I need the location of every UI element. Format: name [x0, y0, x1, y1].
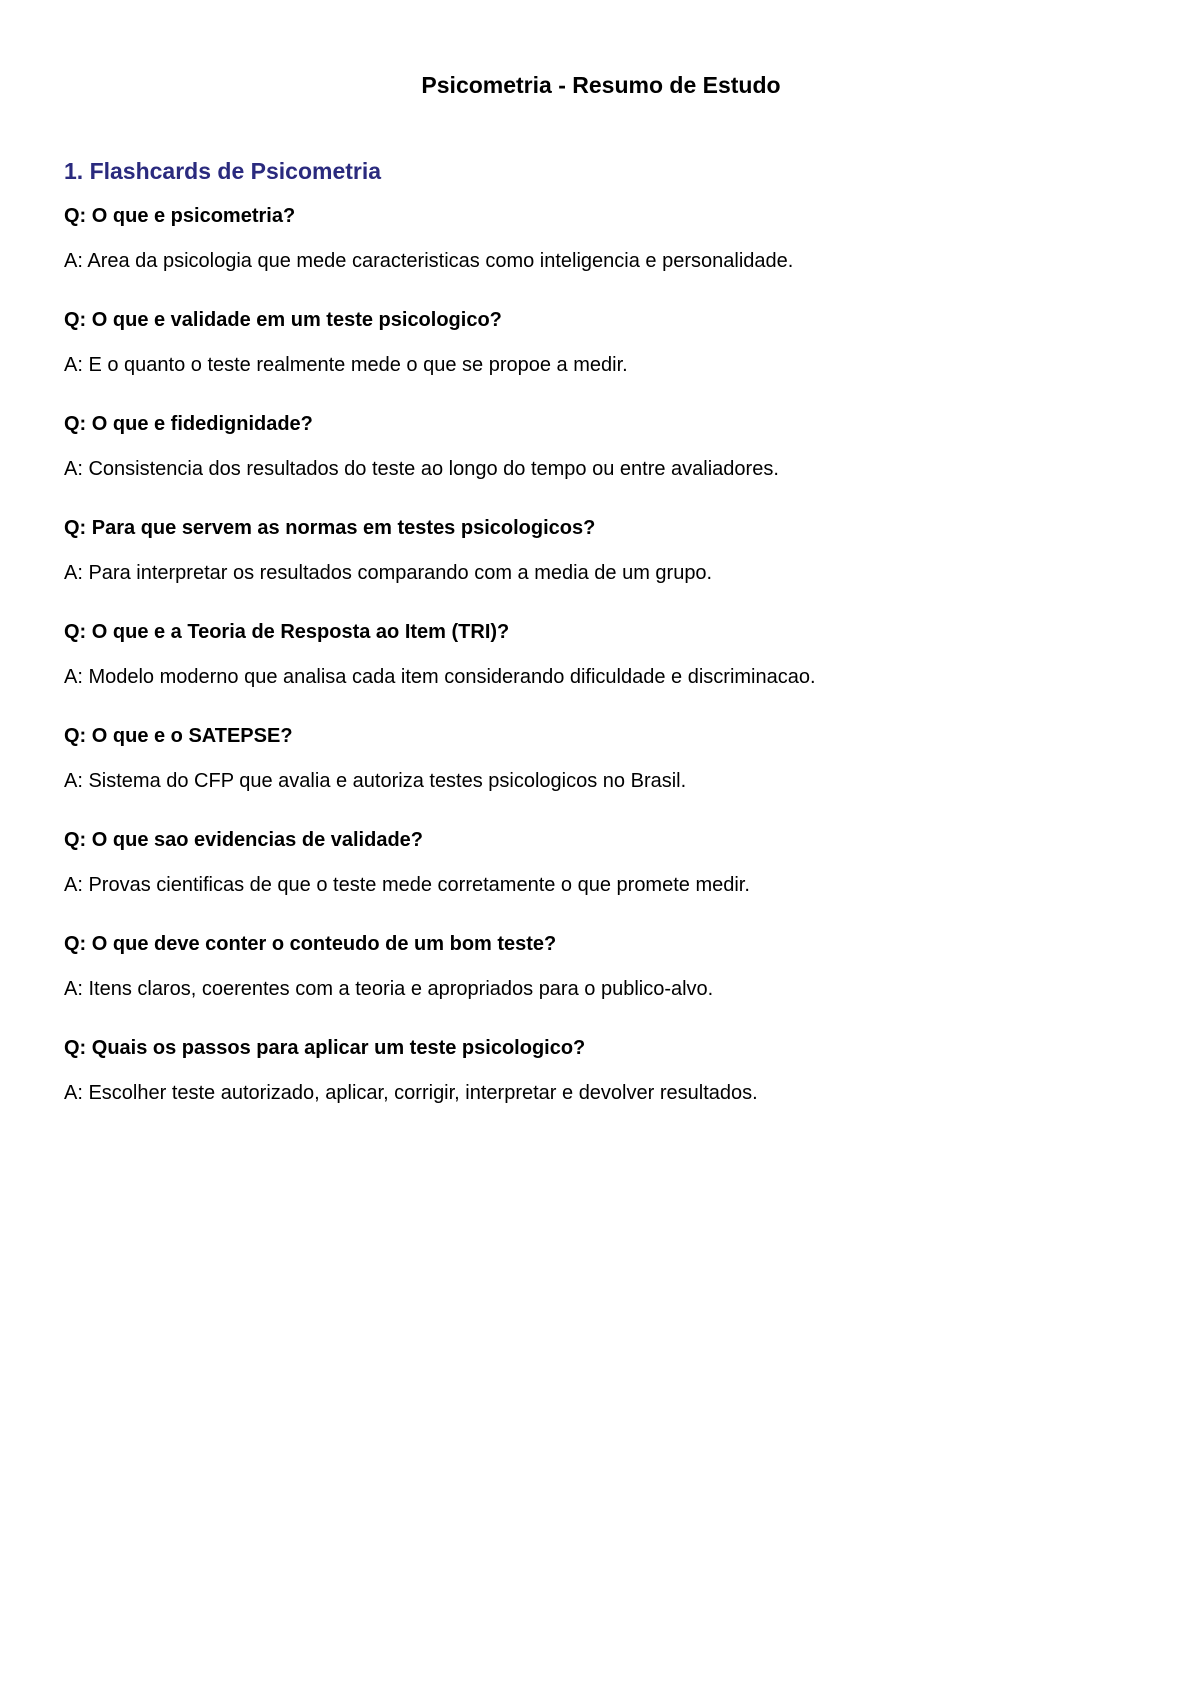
flashcard-answer: A: Escolher teste autorizado, aplicar, corrigir, interpretar e devolver resultados. — [64, 1082, 758, 1104]
flashcard — [64, 930, 1138, 1034]
flashcard-answer: A: Provas cientificas de que o teste mede corretamente o que promete medir. — [64, 874, 750, 896]
flashcard-question: Q: Para que servem as normas em testes psicologicos? — [64, 517, 596, 539]
flashcard — [64, 410, 1138, 514]
flashcard — [64, 722, 1138, 826]
flashcard-answer: A: Consistencia dos resultados do teste ao longo do tempo ou entre avaliadores. — [64, 458, 779, 480]
section-heading: 1. Flashcards de Psicometria — [64, 158, 382, 184]
document-title: Psicometria - Resumo de Estudo — [421, 72, 781, 98]
flashcard-answer: A: Modelo moderno que analisa cada item considerando dificuldade e discriminacao. — [64, 666, 816, 688]
flashcard-question: Q: O que sao evidencias de validade? — [64, 829, 424, 851]
flashcard — [64, 618, 1138, 722]
flashcard — [64, 514, 1138, 618]
flashcard-question: Q: O que e validade em um teste psicologico? — [64, 309, 502, 331]
flashcard — [64, 202, 1138, 306]
flashcard-question: Q: Quais os passos para aplicar um teste psicologico? — [64, 1037, 586, 1059]
flashcard — [64, 826, 1138, 930]
flashcard — [64, 1034, 1138, 1138]
flashcard-answer: A: Sistema do CFP que avalia e autoriza testes psicologicos no Brasil. — [64, 770, 687, 792]
flashcard — [64, 306, 1138, 410]
flashcard-answer: A: Itens claros, coerentes com a teoria e apropriados para o publico-alvo. — [64, 978, 714, 1000]
flashcard-answer: A: Area da psicologia que mede caracteristicas como inteligencia e personalidade. — [64, 250, 794, 272]
flashcard-question: Q: O que e a Teoria de Resposta ao Item (TRI)? — [64, 621, 510, 643]
flashcard-question: Q: O que deve conter o conteudo de um bom teste? — [64, 933, 557, 955]
flashcard-question: Q: O que e psicometria? — [64, 205, 296, 227]
flashcard-question: Q: O que e o SATEPSE? — [64, 725, 293, 747]
flashcard-question: Q: O que e fidedignidade? — [64, 413, 313, 435]
flashcard-list — [64, 202, 1138, 1138]
flashcard-answer: A: E o quanto o teste realmente mede o que se propoe a medir. — [64, 354, 628, 376]
flashcard-answer: A: Para interpretar os resultados comparando com a media de um grupo. — [64, 562, 713, 584]
